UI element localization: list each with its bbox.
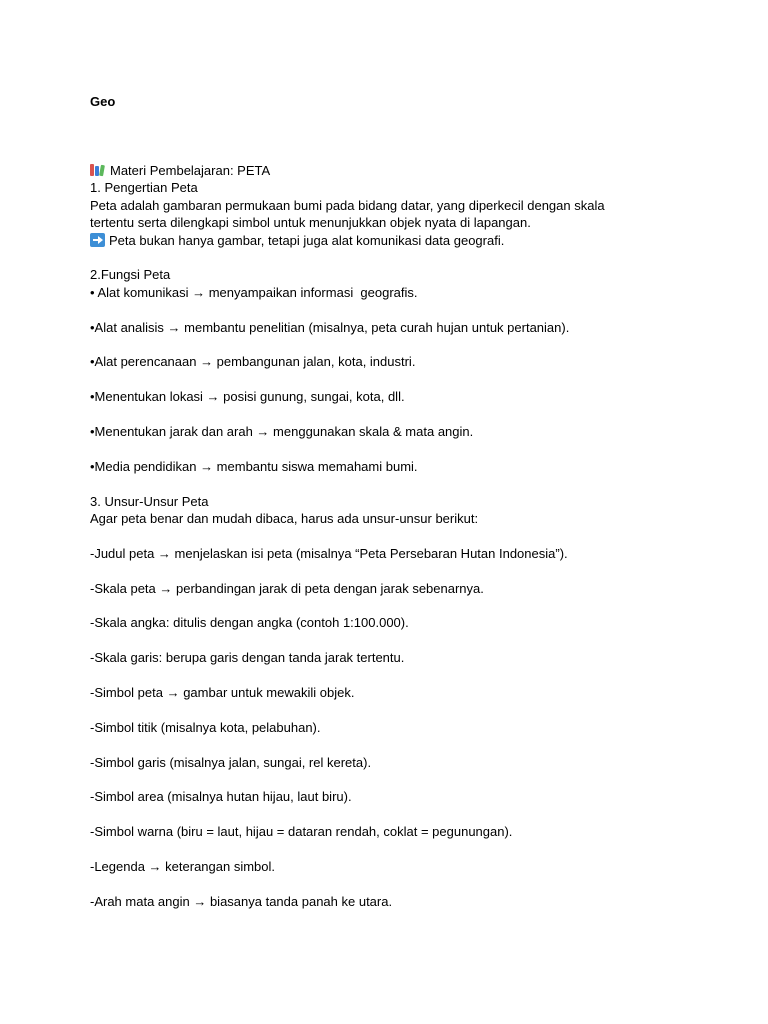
spacer [90,597,690,614]
list-item: •Menentukan jarak dan arah → menggunakan skala & mata angin. [90,424,474,440]
spacer [90,440,690,457]
spacer [90,632,690,649]
spacer [90,336,690,353]
section1-title: 1. Pengertian Peta [90,180,198,196]
books-icon [90,163,106,176]
spacer [90,527,690,544]
section1-note-line [90,232,690,249]
spacer [90,771,690,788]
document-content [90,162,690,910]
heading-line [90,162,690,179]
list-item: •Media pendidikan → membantu siswa memahami bumi. [90,458,418,474]
list-item: -Simbol garis (misalnya jalan, sungai, rel kereta). [90,754,372,770]
list-item: -Arah mata angin → biasanya tanda panah ke utara. [90,893,393,909]
list-item: • Alat komunikasi → menyampaikan informasi geografis. [90,284,418,300]
spacer [90,475,690,492]
list-item: -Simbol peta → gambar untuk mewakili objek. [90,685,355,700]
heading-text: Materi Pembelajaran: PETA [110,163,271,178]
list-item: -Simbol warna (biru = laut, hijau = dataran rendah, coklat = pegunungan). [90,824,513,840]
spacer [90,406,690,423]
section3-intro: Agar peta benar dan mudah dibaca, harus ada unsur-unsur berikut: [90,511,479,527]
list-item: •Alat analisis → membantu penelitian (misalnya, peta curah hujan untuk pertanian). [90,319,570,335]
right-arrow-icon [90,233,105,247]
section3-title: 3. Unsur-Unsur Peta [90,493,209,509]
spacer [90,301,690,318]
spacer [90,371,690,388]
spacer [90,667,690,684]
list-item: -Skala peta → perbandingan jarak di peta dengan jarak sebenarnya. [90,580,484,596]
list-item: -Judul peta → menjelaskan isi peta (misalnya “Peta Persebaran Hutan Indonesia”). [90,545,568,561]
list-item: -Skala garis: berupa garis dengan tanda jarak tertentu. [90,650,405,666]
section2-title: 2.Fungsi Peta [90,267,171,283]
list-item: -Simbol area (misalnya hutan hijau, laut biru). [90,789,352,805]
list-item: -Simbol titik (misalnya kota, pelabuhan). [90,719,321,735]
list-item: -Skala angka: ditulis dengan angka (contoh 1:100.000). [90,615,409,631]
spacer [90,249,690,266]
list-item: •Menentukan lokasi → posisi gunung, sungai, kota, dll. [90,389,405,405]
list-item: -Legenda → keterangan simbol. [90,858,276,874]
spacer [90,701,690,718]
spacer [90,875,690,892]
spacer [90,841,690,858]
section1-note: Peta bukan hanya gambar, tetapi juga alat komunikasi data geografi. [109,232,505,248]
document-title: Geo [90,94,116,109]
spacer [90,806,690,823]
spacer [90,736,690,753]
section1-paragraph: Peta adalah gambaran permukaan bumi pada bidang datar, yang diperkecil dengan skala tertentu serta dilengkapi simbol untuk menunjukkan objek nyata di lapangan. [90,197,605,231]
spacer [90,562,690,579]
list-item: •Alat perencanaan → pembangunan jalan, kota, industri. [90,354,416,370]
